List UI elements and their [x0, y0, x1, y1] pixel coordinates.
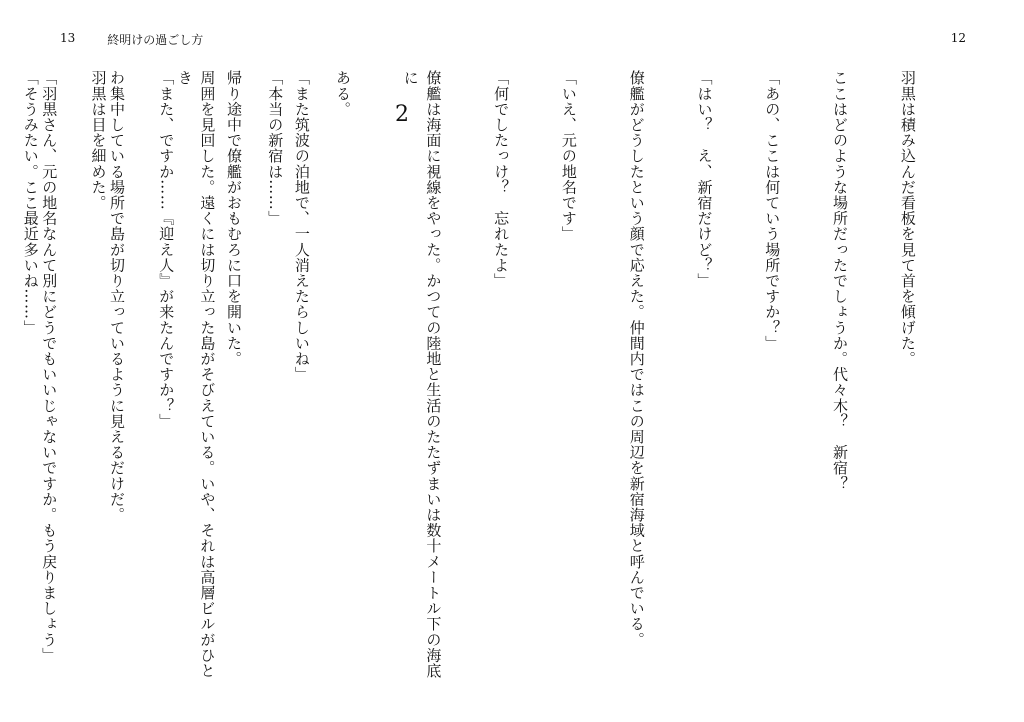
text-line: ある。: [333, 70, 352, 117]
text-line: 帰り途中で僚艦がおもむろに口を開いた。: [225, 70, 244, 367]
text-line: 「また、ですか……『迎え人』が来たんですか？」: [157, 70, 176, 429]
text-line: 周囲を見回した。遠くには切り立った島がそびえている。いや、それは高層ビルがひとき: [175, 70, 217, 679]
text-line: 「羽黒さん、元の地名なんて別にどうでもいいじゃないですか。もう戻りましょう」: [40, 70, 59, 663]
text-line: 「そうみたい。ここ最近多いね……」: [21, 70, 40, 336]
text-line: ここはどのような場所だったでしょうか。代々木？ 新宿？: [831, 70, 850, 492]
left-page-number: 13: [60, 31, 76, 45]
left-page-header: [60, 31, 203, 48]
text-line: わ集中している場所で島が切り立っているように見えるだけだ。: [108, 70, 127, 523]
right-page-header: [951, 31, 966, 45]
text-line: 羽黒は目を細めた。: [89, 70, 108, 211]
text-line: 「はい？ え、新宿だけど？」: [695, 70, 714, 289]
text-line: 僚艦がどうしたという顔で応えた。仲間内ではこの周辺を新宿海域と呼んでいる。: [627, 70, 646, 648]
chapter-number: 2: [395, 102, 409, 127]
right-page-number: 12: [950, 31, 966, 45]
text-line: 「また筑波の泊地で、一人消えたらしいね」: [292, 70, 311, 382]
running-title: 終明けの過ごし方: [107, 33, 204, 47]
text-line: 「いえ、元の地名です」: [559, 70, 578, 242]
text-line: 「本当の新宿は……」: [266, 70, 285, 226]
text-line: 僚艦は海面に視線をやった。かつての陸地と生活のたたずまいは数十メートル下の海底に: [401, 70, 443, 679]
text-line: 「何でしたっけ？ 忘れたよ」: [492, 70, 511, 289]
text-line: 「あの、ここは何ていう場所ですか？」: [763, 70, 782, 351]
text-line: 羽黒は積み込んだ看板を見て首を傾げた。: [898, 70, 917, 367]
